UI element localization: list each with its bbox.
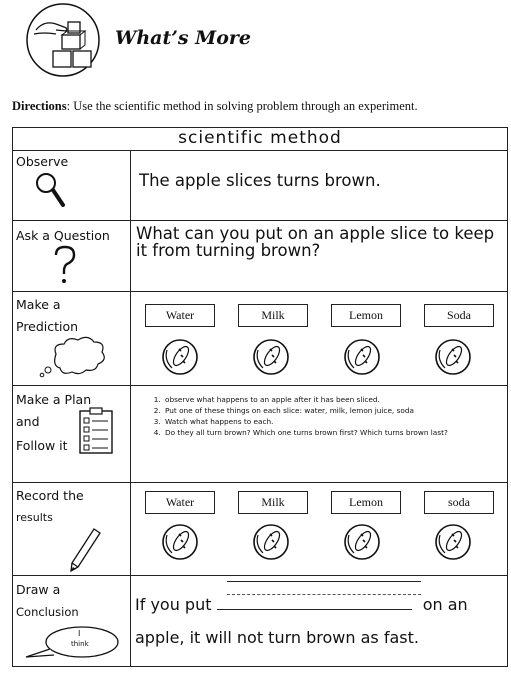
apple-slice-icon bbox=[159, 521, 201, 563]
thought-cloud-icon bbox=[16, 336, 126, 378]
step-label: Make a Plan bbox=[16, 392, 92, 408]
section-title: What’s More bbox=[115, 27, 251, 49]
option-soda: soda bbox=[424, 491, 494, 514]
plan-steps bbox=[131, 394, 507, 438]
step-conclusion bbox=[13, 576, 131, 667]
step-label: Ask a Question bbox=[16, 227, 110, 243]
list-item: 3. Watch what happens to each. bbox=[163, 416, 507, 427]
option-water: Water bbox=[145, 491, 215, 514]
step-question bbox=[13, 220, 131, 291]
conclusion-text: on an bbox=[422, 595, 468, 615]
bubble-text: think bbox=[71, 640, 89, 649]
step-prediction bbox=[13, 291, 131, 386]
observe-text: The apple slices turns brown. bbox=[139, 171, 381, 191]
apple-slice-icon bbox=[341, 336, 383, 378]
plan-cell bbox=[131, 386, 508, 483]
apple-slice-icon bbox=[432, 336, 474, 378]
conclusion-cell bbox=[131, 576, 508, 667]
step-label: Prediction bbox=[16, 318, 79, 334]
pencil-icon bbox=[66, 527, 106, 575]
speech-bubble bbox=[22, 625, 122, 661]
table-title: scientific method bbox=[13, 128, 508, 151]
option-lemon: Lemon bbox=[331, 304, 401, 327]
magnifier-icon bbox=[16, 171, 76, 211]
blocks-hand-icon bbox=[20, 2, 106, 78]
fill-in-blank[interactable] bbox=[217, 595, 412, 610]
step-observe bbox=[13, 151, 131, 220]
list-item: 2. Put one of these things on each slice: water, milk, lemon juice, soda bbox=[163, 405, 507, 416]
step-label: Conclusion bbox=[16, 605, 79, 620]
step-plan bbox=[13, 386, 131, 483]
question-answer bbox=[131, 220, 508, 291]
directions bbox=[12, 99, 507, 114]
conclusion-text: apple, it will not turn brown as fast. bbox=[135, 628, 419, 648]
step-label: Record the bbox=[16, 487, 84, 503]
option-lemon: Lemon bbox=[331, 491, 401, 514]
checklist-icon bbox=[78, 407, 114, 455]
directions-label: Directions bbox=[12, 99, 67, 113]
option-water: Water bbox=[145, 304, 215, 327]
apple-slice-icon bbox=[432, 521, 474, 563]
step-label: and bbox=[16, 414, 40, 430]
lesson-header bbox=[0, 0, 511, 90]
step-label: Observe bbox=[16, 154, 69, 170]
question-text: What can you put on an apple slice to keep it from turning brown? bbox=[136, 223, 495, 260]
step-label: Follow it bbox=[16, 438, 68, 454]
bubble-text: I bbox=[78, 629, 81, 639]
list-item: 4. Do they all turn brown? Which one turns brown first? Which turns brown last? bbox=[163, 427, 507, 438]
apple-slice-icon bbox=[250, 336, 292, 378]
conclusion-text: If you put bbox=[135, 595, 212, 615]
apple-slice-icon bbox=[159, 336, 201, 378]
option-soda: Soda bbox=[424, 304, 494, 327]
scientific-method-table bbox=[12, 127, 508, 667]
record-cell bbox=[131, 482, 508, 576]
option-milk: Milk bbox=[238, 304, 308, 327]
step-record bbox=[13, 482, 131, 576]
question-mark-icon bbox=[16, 245, 106, 285]
option-milk: Milk bbox=[238, 491, 308, 514]
observe-answer bbox=[131, 151, 508, 220]
directions-text: : Use the scientific method in solving problem through an experiment. bbox=[66, 99, 418, 113]
apple-slice-icon bbox=[250, 521, 292, 563]
apple-slice-icon bbox=[341, 521, 383, 563]
step-label: results bbox=[16, 510, 53, 524]
step-label: Draw a bbox=[16, 582, 61, 598]
answer-line bbox=[227, 581, 421, 582]
conclusion-line-1 bbox=[135, 595, 505, 614]
step-label: Make a bbox=[16, 296, 61, 312]
prediction-cell bbox=[131, 291, 508, 386]
list-item: 1. observe what happens to an apple after it has been sliced. bbox=[163, 394, 507, 405]
